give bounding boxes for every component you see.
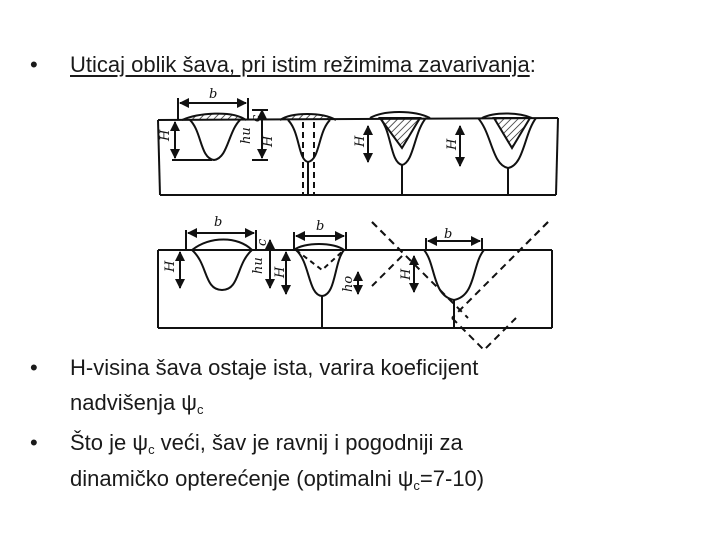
label-b-2: b (214, 215, 223, 230)
label-hu-1: hu (239, 127, 254, 144)
top-row-plate (158, 118, 558, 195)
bullet-2-line-2-sub: c (413, 478, 420, 493)
label-H-2: H (261, 135, 276, 147)
label-c-1: c (249, 114, 264, 122)
bullet-2-line-1-pre: Što je ψ (70, 430, 149, 455)
label-ho: ho (341, 275, 356, 292)
bullet-2-line-2-post: =7-10) (419, 466, 485, 491)
bullet-2-line-1 (70, 428, 463, 465)
label-H-3: H (353, 135, 368, 147)
label-H-5: H (163, 260, 178, 272)
heading-bullet: • (30, 52, 38, 77)
page-title-colon: : (529, 52, 536, 77)
bullet-2-dot: • (30, 430, 38, 455)
bullet-2-line-1-sub: c (148, 442, 155, 457)
label-H-7: H (399, 268, 414, 280)
weld-7 (372, 222, 548, 350)
label-hu-2: hu (251, 257, 266, 274)
bullet-1-line-2-text: nadvišenja ψ (70, 390, 197, 415)
label-b-3: b (316, 219, 325, 234)
weld-3 (368, 112, 430, 195)
label-c-2: c (255, 238, 270, 246)
bullet-2-line-2-pre: dinamičko opterećenje (optimalni ψ (70, 466, 414, 491)
label-H-1: H (158, 129, 173, 141)
bullet-1-line-2 (70, 388, 203, 425)
bullet-2-line-2 (70, 464, 484, 501)
label-H-4: H (445, 138, 460, 150)
weld-4 (460, 114, 536, 196)
bullet-1-line-2-sub: c (196, 402, 204, 417)
label-b-4: b (444, 227, 453, 242)
bullet-2-line-1-post: veći, šav je ravnij i pogodniji za (154, 430, 463, 455)
label-b-1: b (209, 87, 218, 102)
label-H-6: H (273, 266, 288, 278)
weld-2 (280, 114, 336, 195)
page-title-text: Uticaj oblik šava, pri istim režimima zavarivanja (70, 52, 530, 77)
bullet-1-line-1: H-visina šava ostaje ista, varira koeficijent (70, 355, 479, 380)
bullet-1-dot: • (30, 355, 38, 380)
